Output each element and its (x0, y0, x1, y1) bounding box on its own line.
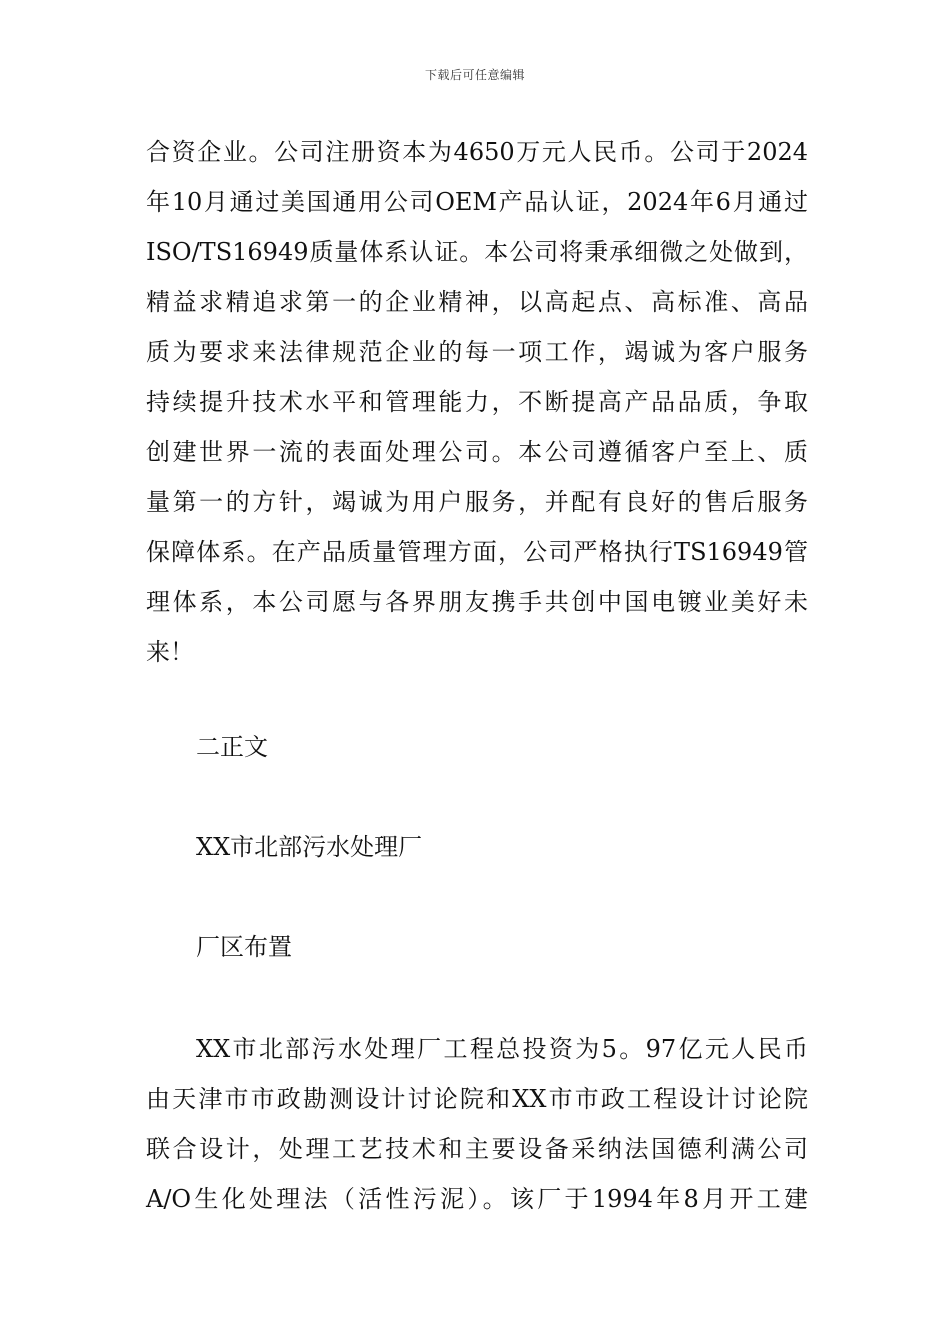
text-line: XX市北部污水处理厂工程总投资为5。97亿元人民币 (196, 1035, 808, 1063)
text-line: A/O生化处理法（活性污泥）。该厂于1994年8月开工建 (146, 1185, 808, 1213)
text-line: 量第一的方针，竭诚为用户服务，并配有良好的售后服务 (146, 488, 808, 516)
section-heading: 二正文 (196, 733, 268, 761)
text-line: 保障体系。在产品质量管理方面，公司严格执行TS16949管 (146, 538, 808, 566)
text-line: 合资企业。公司注册资本为4650万元人民币。公司于2024 (146, 138, 808, 166)
paragraph-plant-details (146, 1024, 808, 1224)
text-line: 持续提升技术水平和管理能力，不断提高产品品质，争取 (146, 388, 808, 416)
text-line: 来！ (146, 638, 194, 666)
page-header: 下载后可任意编辑 (424, 68, 525, 82)
text-line: ISO/TS16949质量体系认证。本公司将秉承细微之处做到， (146, 238, 808, 266)
text-line: 创建世界一流的表面处理公司。本公司遵循客户至上、质 (146, 438, 808, 466)
text-line: 精益求精追求第一的企业精神，以高起点、高标准、高品 (146, 288, 808, 316)
layout-heading: 厂区布置 (196, 933, 292, 961)
text-line: 质为要求来法律规范企业的每一项工作，竭诚为客户服务 (146, 338, 808, 366)
paragraph-company-intro (146, 127, 808, 677)
plant-name-heading: XX市北部污水处理厂 (196, 833, 423, 861)
text-line: 由天津市市政勘测设计讨论院和XX市市政工程设计讨论院 (146, 1085, 808, 1113)
text-line: 联合设计，处理工艺技术和主要设备采纳法国德利满公司 (146, 1135, 808, 1163)
text-line: 年10月通过美国通用公司OEM产品认证，2024年6月通过 (146, 188, 808, 216)
text-line: 理体系，本公司愿与各界朋友携手共创中国电镀业美好未 (146, 588, 808, 616)
